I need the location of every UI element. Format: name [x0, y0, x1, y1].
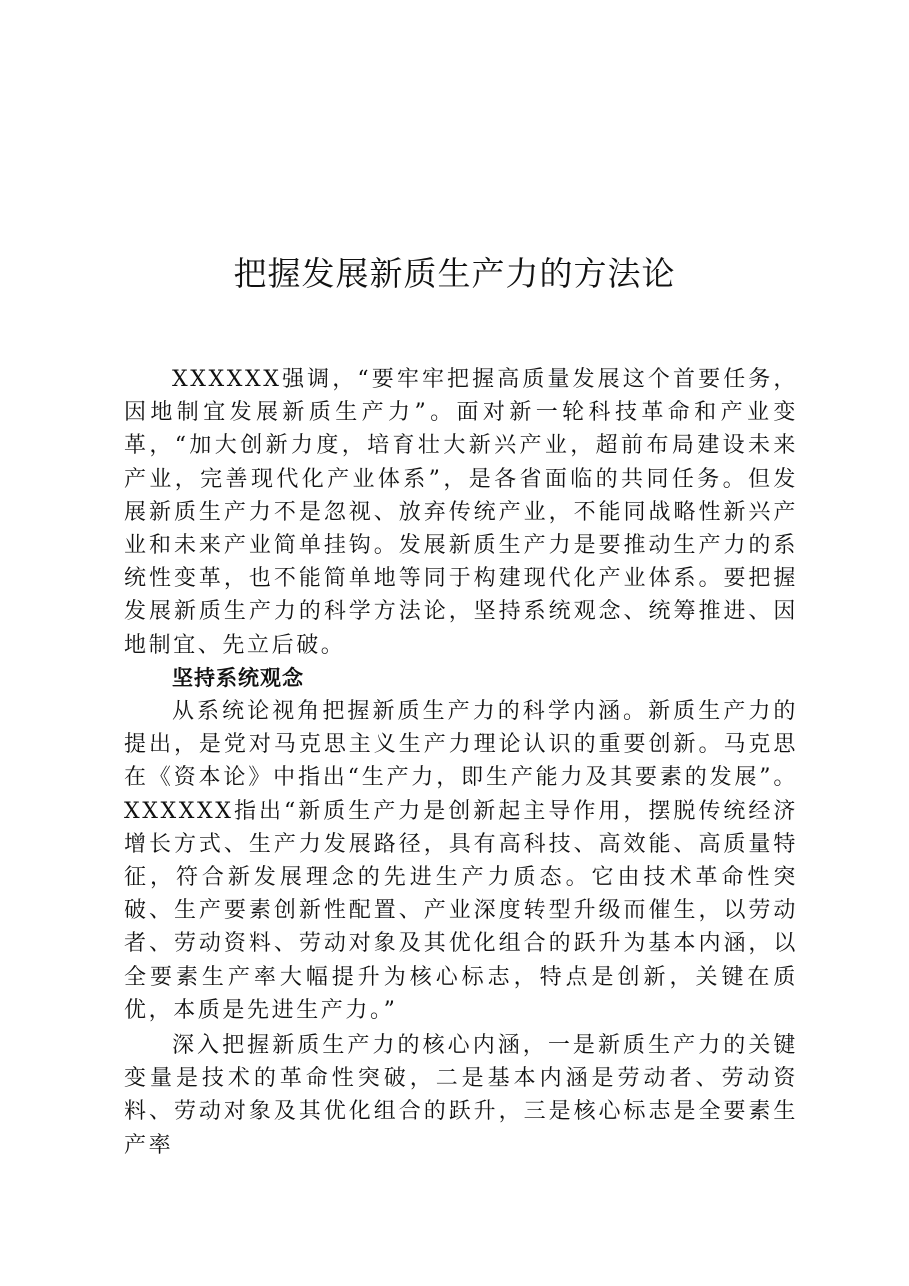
section-heading: 坚持系统观念	[172, 665, 304, 690]
section-paragraph-2: 深入把握新质生产力的核心内涵，一是新质生产力的关键变量是技术的革命性突破，二是基本内涵是劳动者、劳动资料、劳动对象及其优化组合的跃升，三是核心标志是全要素生产率	[124, 1033, 798, 1158]
intro-paragraph: XXXXXX强调，“要牢牢把握高质量发展这个首要任务，因地制宜发展新质生产力”。面对新一轮科技革命和产业变革，“加大创新力度，培育壮大新兴产业，超前布局建设未来产业，完善现代化产业体系”，是各省面临的共同任务。但发展新质生产力不是忽视、放弃传统产业，不能同战略性新兴产业和未来产业简单挂钩。发展新质生产力是要推动生产力的系统性变革，也不能简单地等同于构建现代化产业体系。要把握发展新质生产力的科学方法论，坚持系统观念、统筹推进、因地制宜、先立后破。	[124, 367, 798, 658]
section-paragraph-1: 从系统论视角把握新质生产力的科学内涵。新质生产力的提出，是党对马克思主义生产力理论认识的重要创新。马克思在《资本论》中指出“生产力，即生产能力及其要素的发展”。XXXXXX指出“新质生产力是创新起主导作用，摆脱传统经济增长方式、生产力发展路径，具有高科技、高效能、高质量特征，符合新发展理念的先进生产力质态。它由技术革命性突破、生产要素创新性配置、产业深度转型升级而催生，以劳动者、劳动资料、劳动对象及其优化组合的跃升为基本内涵，以全要素生产率大幅提升为核心标志，特点是创新，关键在质优，本质是先进生产力。”	[124, 699, 798, 1023]
document-title: 把握发展新质生产力的方法论	[233, 254, 676, 293]
document-body	[124, 363, 798, 1162]
